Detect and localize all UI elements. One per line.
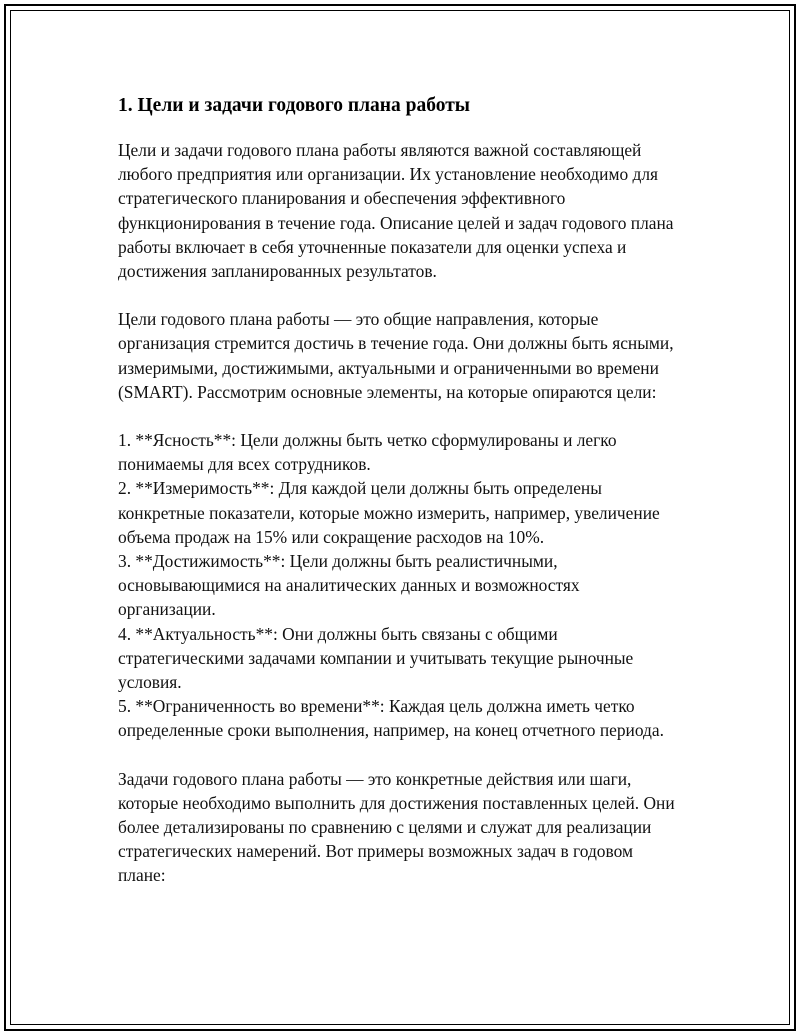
list-item-relevance: 4. **Актуальность**: Они должны быть связаны с общими стратегическими задачами компании и учитывать текущие рыночные условия. bbox=[118, 623, 634, 693]
list-item-time-bound: 5. **Ограниченность во времени**: Каждая цель должна иметь четко определенные сроки выполнения, например, на конец отчетного периода. bbox=[118, 696, 664, 741]
tasks-paragraph: Задачи годового плана работы — это конкретные действия или шаги, которые необходимо выполнить для достижения поставленных целей. Они более детализированы по сравнению с целями и служат для реализации стратегических намерений. Вот примеры возможных задач в годовом плане: bbox=[118, 768, 675, 886]
goals-paragraph: Цели годового плана работы — это общие направления, которые организация стремится достичь в течение года. Они должны быть ясными, измеримыми, достижимыми, актуальными и ограниченными во времени (SMART). Рассмотрим основные элементы, на которые опираются цели: bbox=[118, 309, 674, 402]
intro-paragraph: Цели и задачи годового плана работы являются важной составляющей любого предприятия или организации. Их установление необходимо для стратегического планирования и обеспечения эффективного функционирования в течение года. Описание целей и задач годового плана работы включает в себя уточненные показатели для оценки успеха и достижения запланированных результатов. bbox=[118, 140, 674, 282]
document-body bbox=[118, 93, 678, 912]
section-heading: 1. Цели и задачи годового плана работы bbox=[118, 95, 471, 116]
list-item-achievability: 3. **Достижимость**: Цели должны быть реалистичными, основывающимися на аналитических данных и возможностях организации. bbox=[118, 551, 580, 620]
list-item-clarity: 1. **Ясность**: Цели должны быть четко сформулированы и легко понимаемы для всех сотрудников. bbox=[118, 430, 617, 475]
smart-criteria-list bbox=[118, 428, 678, 743]
list-item-measurability: 2. **Измеримость**: Для каждой цели должны быть определены конкретные показатели, которые можно измерить, например, увеличение объема продаж на 15% или сокращение расходов на 10%. bbox=[118, 478, 660, 547]
